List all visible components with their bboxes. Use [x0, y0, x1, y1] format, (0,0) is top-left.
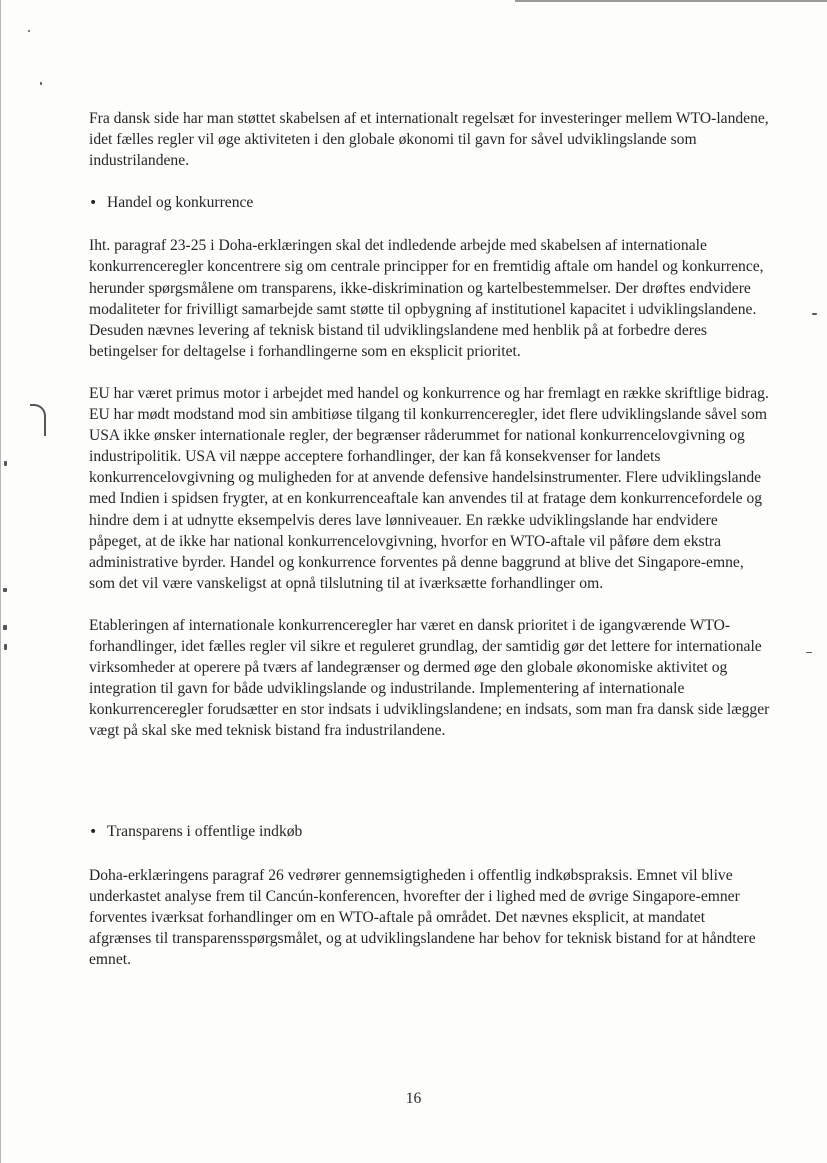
bullet-label: Transparens i offentlige indkøb: [107, 823, 303, 841]
bullet-dot-icon: [89, 192, 107, 214]
scan-speck: [806, 652, 812, 653]
scan-speck: [28, 30, 30, 32]
scan-mark: [30, 404, 46, 436]
scan-speck: [4, 644, 7, 650]
paragraph-doha-23-25: Iht. paragraf 23-25 i Doha-erklæringen skal det indledende arbejde med skabelsen af internationale konkurrenceregler koncentrere sig om centrale principper for en fremtidig aftale om handel og konkurrence, herunder spørgsmålene om transparens, ikke-diskrimination og kartelbestemmelser. Der drøftes endvidere modaliteter for frivilligt samarbejde samt støtte til opbygning af institutionel kapacitet i udviklingslandene. Desuden nævnes levering af teknisk bistand til udviklingslandene med henblik på at forbedre deres betingelser for deltagelse i forhandlingerne som en eksplicit prioritet.: [89, 237, 764, 360]
scan-speck: [3, 625, 7, 630]
document-body: [89, 108, 771, 970]
paragraph-eu-role: EU har været primus motor i arbejdet med handel og konkurrence og har fremlagt en række skriftlige bidrag. EU har mødt modstand mod sin ambitiøse tilgang til konkurrenceregler, idet flere udviklingslande såvel som USA ikke ønsker internationale regler, der begrænser råderummet for national konkurrencelovgivning og industripolitik. USA vil næppe acceptere forhandlinger, der kan få konsekvenser for landets konkurrencelovgivning og muligheden for at anvende defensive handelsinstrumenter. Flere udviklingslande med Indien i spidsen frygter, at en konkurrenceaftale kan anvendes til at fratage dem konkurrencefordele og hindre dem i at udnytte eksempelvis deres lave lønniveauer. En række udviklingslande har endvidere påpeget, at de ikke har national konkurrencelovgivning, hvorfor en WTO-aftale vil påføre dem ekstra administrative byrder. Handel og konkurrence forventes på denne baggrund at blive det Singapore-emne, som det vil være vanskeligst at opnå tilslutning til at iværksætte forhandlinger om.: [89, 384, 769, 592]
bullet-label: Handel og konkurrence: [107, 194, 254, 212]
paragraph-danish-priority: Etableringen af internationale konkurrenceregler har været en dansk prioritet i de igangværende WTO-forhandlinger, idet fælles regler vil sikre et reguleret grundlag, der samtidig gør det lettere for internationale virksomheder at operere på tværs af landegrænser og dermed øge den globale økonomiske aktivitet og integration til gavn for både udviklingslande og industrilande. Implementering af internationale konkurrenceregler forudsætter en stor indsats i udviklingslandene; en indsats, som man fra dansk side lægger vægt på skal ske med teknisk bistand fra industrilandene.: [89, 616, 770, 740]
scan-left-edge: [0, 0, 1, 1163]
paragraph-doha-26: Doha-erklæringens paragraf 26 vedrører gennemsigtigheden i offentlig indkøbspraksis. Emnet vil blive underkastet analyse frem til Cancún-konferencen, hvorefter der i lighed med de øvrige Singapore-emner forventes iværksat forhandlinger om en WTO-aftale på området. Det nævnes eksplicit, at mandatet afgrænses til transparensspørgsmålet, og at udviklingslandene har behov for teknisk bistand for at håndtere emnet.: [89, 866, 756, 968]
bullet-transparency: [89, 821, 771, 843]
scan-speck: [3, 588, 7, 592]
scan-speck: [40, 82, 42, 85]
page-number: 16: [405, 1090, 422, 1107]
scan-speck: [4, 461, 7, 466]
scan-edge-line: [515, 0, 827, 2]
bullet-trade-competition: [89, 192, 771, 214]
paragraph-investment: Fra dansk side har man støttet skabelsen af et internationalt regelsæt for investeringer mellem WTO-landene, idet fælles regler vil øge aktiviteten i den globale økonomi til gavn for såvel udviklingslande som industrilandene.: [89, 110, 769, 170]
scan-speck: [812, 313, 817, 315]
bullet-dot-icon: [89, 821, 107, 843]
